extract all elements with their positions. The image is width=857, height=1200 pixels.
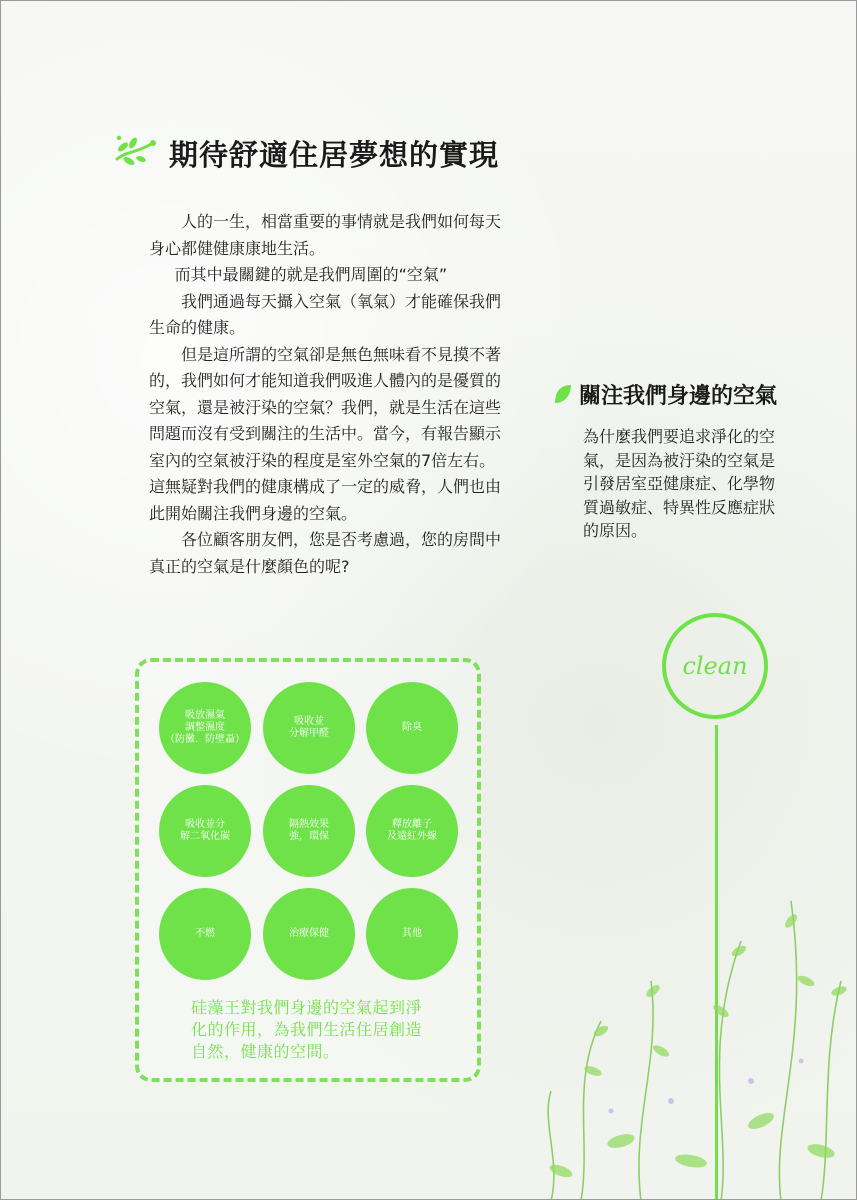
feature-circle [366, 785, 458, 877]
clean-label: clean [682, 652, 748, 680]
feature-circle [159, 682, 251, 774]
clean-badge [662, 613, 768, 719]
feature-circle [263, 888, 355, 980]
panel-caption-text: 硅藻王對我們身邊的空氣起到淨化的作用，為我們生活住居創造自然，健康的空間。 [191, 998, 423, 1061]
feature-label: 其他 [402, 928, 422, 939]
paragraph: 我們通過每天攝入空氣（氧氣）才能確保我們生命的健康。 [149, 291, 502, 337]
paragraph: 各位顧客朋友們，您是否考慮過，您的房間中真正的空氣是什麼顏色的呢? [149, 530, 502, 576]
paragraph: 但是這所謂的空氣卻是無色無味看不見摸不著的，我們如何才能知道我們吸進人體內的是優質的空氣，還是被汙染的空氣？我們，就是生活在這些問題而沒有受到關注的生活中。當今，有報告顯示室內的空氣被汙染的程度是室外空氣的7倍左右。這無疑對我們的健康構成了一定的威脅，人們也由此開始關注我們身邊的空氣。 [149, 344, 502, 523]
side-heading: 關注我們身邊的空氣 [579, 384, 778, 409]
feature-circle [159, 785, 251, 877]
feature-circle [366, 888, 458, 980]
feature-label: 釋放離子 及遠紅外線 [387, 819, 437, 842]
feature-label: 吸放濕氣 調整濕度 （防黴．防壁蝨） [165, 710, 245, 745]
feature-label: 隔熱效果 強，環保 [289, 819, 329, 842]
intro-body [149, 209, 504, 580]
side-text [583, 425, 783, 543]
feature-circle [263, 785, 355, 877]
feature-circle [366, 682, 458, 774]
feature-label: 吸收並分 解二氧化碳 [180, 819, 230, 842]
side-paragraph: 為什麼我們要追求淨化的空氣，是因為被汙染的空氣是引發居室亞健康症、化學物質過敏症、特異性反應症狀的原因。 [583, 427, 776, 540]
feature-circle [159, 888, 251, 980]
feature-circle [263, 682, 355, 774]
paragraph: 而其中最關鍵的就是我們周圍的“空氣” [174, 265, 448, 284]
feature-label: 除臭 [402, 722, 422, 733]
plant-illustration [521, 861, 857, 1200]
feature-label: 治療保健 [289, 928, 329, 939]
panel-caption [191, 997, 431, 1063]
leaf-icon [553, 383, 573, 405]
sprig-icon [113, 129, 159, 169]
feature-label: 吸收並 分解甲醛 [289, 716, 329, 739]
page-title: 期待舒適住居夢想的實現 [169, 138, 500, 172]
feature-label: 不燃 [195, 928, 215, 939]
paragraph: 人的一生，相當重要的事情就是我們如何每天身心都健健康康地生活。 [149, 212, 502, 258]
